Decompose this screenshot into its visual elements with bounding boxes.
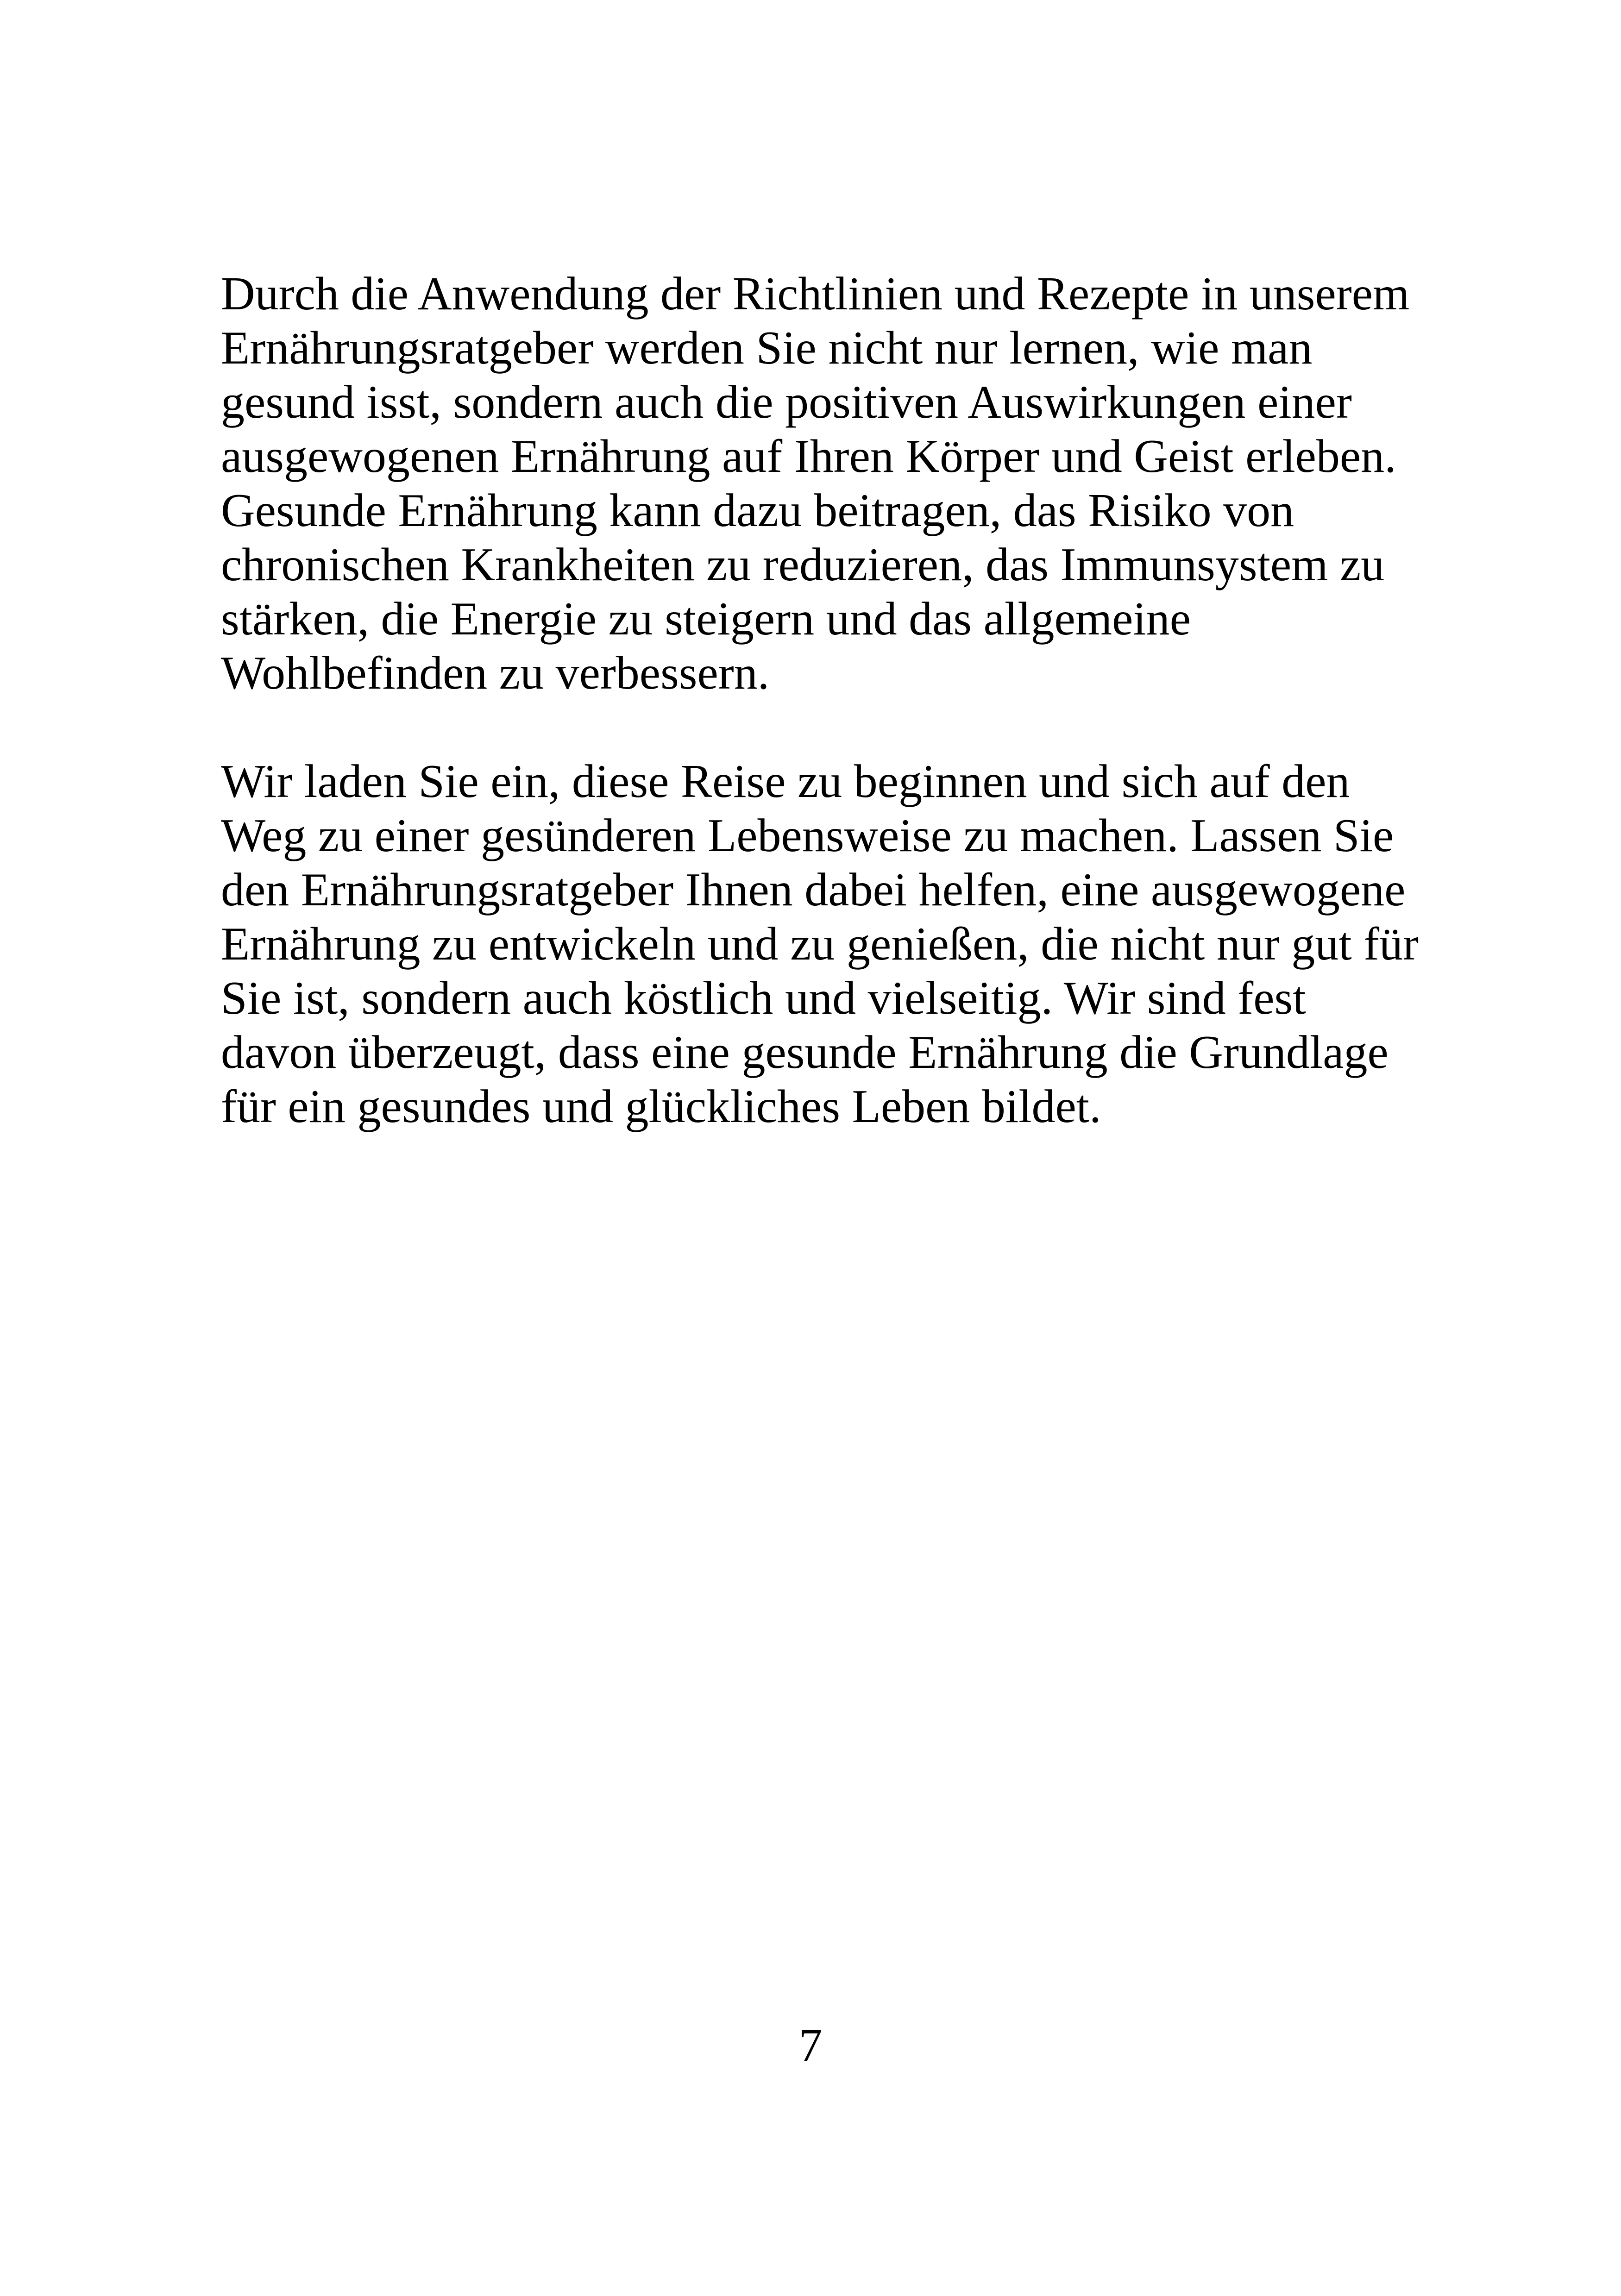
text-line: Durch die Anwendung der Richtlinien und Rezepte in unserem: [221, 268, 1410, 320]
text-line: Sie ist, sondern auch köstlich und vielseitig. Wir sind fest: [221, 972, 1306, 1024]
text-line: Weg zu einer gesünderen Lebensweise zu machen. Lassen Sie: [221, 809, 1394, 862]
page-number: 7: [798, 2019, 823, 2071]
text-line: Ernährungsratgeber werden Sie nicht nur lernen, wie man: [221, 322, 1313, 374]
text-line: für ein gesundes und glückliches Leben bildet.: [221, 1080, 1101, 1133]
paragraph-spacer: [221, 700, 1471, 754]
text-line: ausgewogenen Ernährung auf Ihren Körper und Geist erleben.: [221, 430, 1396, 483]
text-line: den Ernährungsratgeber Ihnen dabei helfen, eine ausgewogene: [221, 864, 1406, 916]
text-line: Wir laden Sie ein, diese Reise zu beginnen und sich auf den: [221, 755, 1350, 808]
text-line: Gesunde Ernährung kann dazu beitragen, das Risiko von: [221, 484, 1294, 537]
text-line: Wohlbefinden zu verbessern.: [221, 647, 770, 699]
text-line: gesund isst, sondern auch die positiven Auswirkungen einer: [221, 376, 1352, 428]
text-line: davon überzeugt, dass eine gesunde Ernährung die Grundlage: [221, 1026, 1389, 1079]
paragraph-1: [221, 267, 1471, 700]
text-line: chronischen Krankheiten zu reduzieren, das Immunsystem zu: [221, 539, 1385, 591]
text-line: stärken, die Energie zu steigern und das allgemeine: [221, 593, 1191, 645]
body-text: [221, 267, 1471, 1134]
paragraph-2: [221, 754, 1471, 1134]
text-line: Ernährung zu entwickeln und zu genießen, die nicht nur gut für: [221, 918, 1419, 970]
